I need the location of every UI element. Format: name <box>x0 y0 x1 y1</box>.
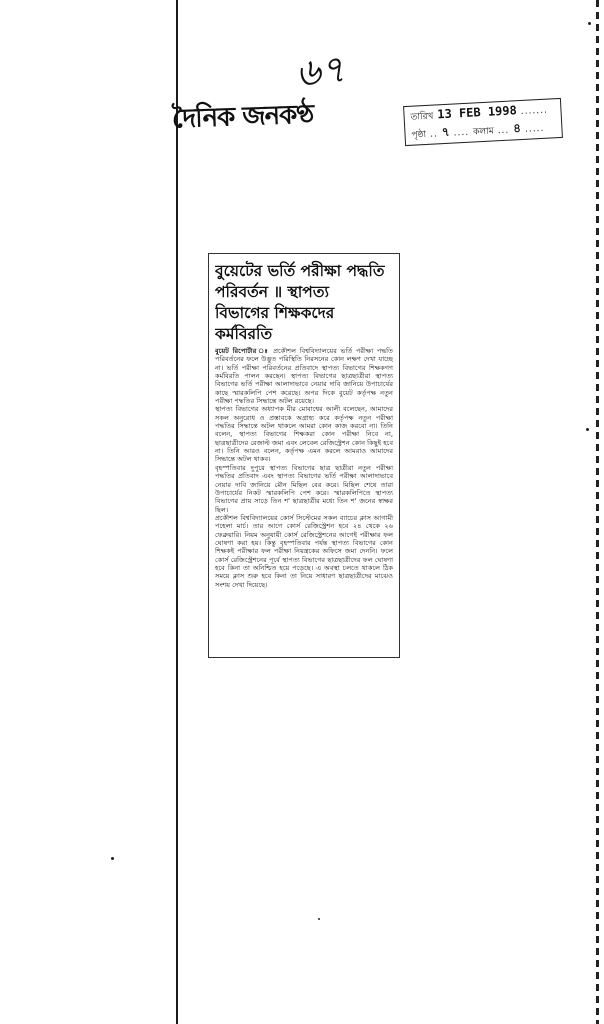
newspaper-clipping <box>208 253 400 658</box>
handwritten-file-number: ৬৭ <box>293 46 348 96</box>
article-paragraph: বৃহস্পতিবার দুপুরে স্থাপত্য বিভাগের ছাত্র ছাত্রীরা নতুন পরীক্ষা পদ্ধতির প্রতিবাদ এবং স্থাপত্য বিভাগের ভর্তি পরীক্ষা আলাদাভাবে নেয়ার দাবি জানিয়ে মৌন মিছিল বের করে। মিছিল শেষে তারা উপাচার্যের নিকট স্মারকলিপি পেশ করে। স্মারকলিপিতে স্থাপত্য বিভাগের প্রায় সাড়ে তিন শ' ছাত্রছাত্রীর মধ্যে তিন শ' জনের স্বাক্ষর ছিল। <box>215 463 393 514</box>
article-byline: বুয়েট রিপোর্টার ঃ <box>215 347 270 355</box>
article-paragraph: প্রকৌশল বিশ্ববিদ্যালয়ের কোর্স সিস্টেমের সকল ব্যাচের ক্লাস আগামী পহেলা মার্চ। তার আগে কোর্স রেজিস্ট্রেশন হবে ২৪ থেকে ২৬ ফেব্রুয়ারি। নিয়ম অনুযায়ী কোর্স রেজিস্ট্রেশনের আগেই পরীক্ষার ফল ঘোষণা করা হয়। কিন্তু বৃহস্পতিবার পর্যন্ত স্থাপত্য বিভাগের কোন শিক্ষকই পরীক্ষার ফল পরীক্ষা নিয়ন্ত্রকের অফিসে জমা দেননি। ফলে কোর্স রেজিস্ট্রেশনের পূর্বে স্থাপত্য বিভাগের ছাত্রছাত্রীদের ফল ঘোষণা হবে কিনা তা অনিশ্চিত হয়ে পড়েছে। এ অবস্থা চলতে থাকলে ঠিক সময়ে ক্লাস শুরু হবে কিনা তা নিয়ে সাধারণ ছাত্রছাত্রীদের মাঝেও সংশয় দেখা দিয়েছে। <box>215 513 393 589</box>
scan-speck <box>318 918 320 920</box>
stamp-page-value: ৭ <box>441 124 450 140</box>
article-paragraph <box>215 347 393 405</box>
stamp-dotted-line: ... <box>497 125 510 137</box>
article-body <box>215 347 393 623</box>
headline-line: বুয়েটের ভর্তি পরীক্ষা পদ্ধতি <box>215 261 385 280</box>
stamp-dotted-line: .. <box>429 129 439 140</box>
stamp-date-label: তারিখ <box>410 111 434 123</box>
scan-speck <box>111 857 114 860</box>
page-fold-line <box>176 0 178 1024</box>
archive-stamp <box>403 98 563 146</box>
scan-speck <box>588 22 591 25</box>
article-paragraph: স্থাপত্য বিভাগের অধ্যাপক মীর মোবাশ্বের আলী বলেছেন, আমাদের সকল অনুরোধ ও প্রস্তাবকে অগ্রাহ্য করে কর্তৃপক্ষ নতুন পরীক্ষা পদ্ধতির সিদ্ধান্তে অটল থাকলে আমরা কোন কাজ করবো না। তিনি বলেন, স্থাপত্য বিভাগের শিক্ষকরা কোন পরীক্ষা নিবে না, ছাত্রছাত্রীদের রেজাল্ট জমা এবং লেবেল রেজিস্ট্রেশন কোন কিছুই হবে না। তিনি আরও বলেন, কর্তৃপক্ষ এমন করলে আমরাও আমাদের সিদ্ধান্তে অটল থাকব। <box>215 405 393 464</box>
headline-line: পরিবর্তন ॥ স্থাপত্য <box>215 282 329 301</box>
stamp-column-label: কলাম <box>472 126 494 138</box>
scan-speck <box>586 428 589 431</box>
article-headline <box>215 260 393 344</box>
paragraph-text: প্রকৌশল বিশ্ববিদ্যালয়ের ভর্তি পরীক্ষা পদ্ধতি পরিবর্তনের ফলে উদ্ভূত পরিস্থিতি নিরসনের কোন লক্ষণ দেখা যাচ্ছে না। ভর্তি পরীক্ষা পরিবর্তনের প্রতিবাদে স্থাপত্য বিভাগের শিক্ষকগণ কর্মবিরতি পালন করছেন। স্থাপত্য বিভাগের ছাত্রছাত্রীরা স্থাপত্য বিভাগের ভর্তি পরীক্ষা আলাদাভাবে নেয়ার দাবি জানিয়ে উপাচার্যের কাছে স্মারকলিপি পেশ করেছে। অপর দিকে বুয়েট কর্তৃপক্ষ নতুন পরীক্ষা পদ্ধতির সিদ্ধান্তে অটল রয়েছে। <box>215 347 393 406</box>
stamp-page-label: পৃষ্ঠা <box>411 129 427 141</box>
page-right-edge <box>596 0 599 1024</box>
stamp-date-value: 13 FEB 1998 <box>436 103 518 122</box>
stamp-dotted-line: ....... <box>520 105 549 117</box>
stamp-dotted-line: ..... <box>524 123 545 135</box>
stamp-dotted-line: .... <box>453 127 470 139</box>
headline-line: কর্মবিরতি <box>215 324 273 343</box>
newspaper-masthead: দৈনিক জনকণ্ঠ <box>171 99 314 135</box>
stamp-column-value: ৪ <box>512 121 522 136</box>
headline-line: বিভাগের শিক্ষকদের <box>215 303 335 322</box>
